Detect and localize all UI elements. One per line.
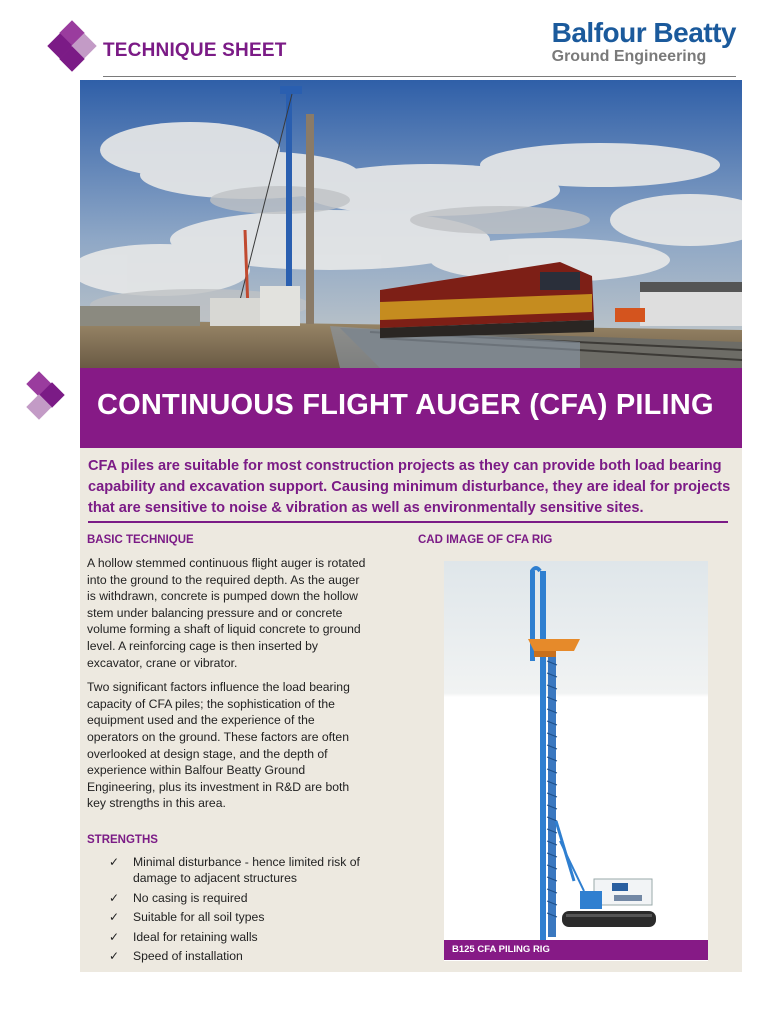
basic-technique-paragraph: A hollow stemmed continuous flight auger is rotated into the ground to the required depth. As the auger is withdrawn, concrete is pumped down the hollow stem under balancing pressure and or concrete volume forming a shaft of liquid concrete to ground level. A reinforcing cage is then inserted by excavator, crane or vibrator. <box>87 556 366 670</box>
title-band <box>80 368 742 448</box>
brand-logo <box>552 18 736 66</box>
technique-sheet-label: TECHNIQUE SHEET <box>103 40 287 61</box>
strength-item: ✓ Speed of installation <box>109 949 243 964</box>
intro-divider <box>88 521 728 523</box>
strength-item: ✓ Suitable for all soil types <box>109 910 265 925</box>
brand-name: Balfour Beatty <box>551 17 736 48</box>
page-title: CONTINUOUS FLIGHT AUGER (CFA) PILING <box>97 389 714 421</box>
brand-subtitle: Ground Engineering <box>551 48 707 65</box>
strength-item: ✓ Ideal for retaining walls <box>109 929 258 944</box>
strength-item: ✓ Minimal disturbance - hence limited risk of damage to adjacent structures <box>109 855 360 886</box>
content-panel <box>80 448 742 972</box>
cad-image-heading: CAD IMAGE OF CFA RIG <box>418 534 553 546</box>
cad-rig-image <box>444 561 708 961</box>
check-icon: ✓ <box>109 929 120 944</box>
strengths-list <box>107 854 377 967</box>
strength-item: ✓ No casing is required <box>109 890 248 905</box>
intro-text: CFA piles are suitable for most construction projects as they can provide both load bearing capability and excavation support. Causing minimum disturbance, they are ideal for projects that are sensitive to noise & vibration as well as environmentally sensitive sites. <box>88 458 731 516</box>
cad-caption: B125 CFA PILING RIG <box>452 944 550 955</box>
basic-technique-body <box>87 555 369 820</box>
strengths-heading: STRENGTHS <box>87 834 158 846</box>
check-icon: ✓ <box>109 949 120 964</box>
basic-technique-paragraph: Two significant factors influence the load bearing capacity of CFA piles; the sophistication of the equipment used and the experience of the operators on the ground. These factors are often overlooked at design stage, and the depth of experience within Balfour Beatty Ground Engineering, plus its investment in R&D are both key strengths in this area. <box>87 680 350 811</box>
check-icon: ✓ <box>109 910 120 925</box>
header-diamond-logo <box>50 22 94 78</box>
hero-photo <box>80 80 742 368</box>
basic-technique-heading: BASIC TECHNIQUE <box>87 534 194 546</box>
header-divider <box>103 76 736 77</box>
check-icon: ✓ <box>109 855 120 869</box>
cad-caption-bar <box>444 940 708 960</box>
title-diamond-decoration <box>24 372 70 428</box>
check-icon: ✓ <box>109 890 120 905</box>
